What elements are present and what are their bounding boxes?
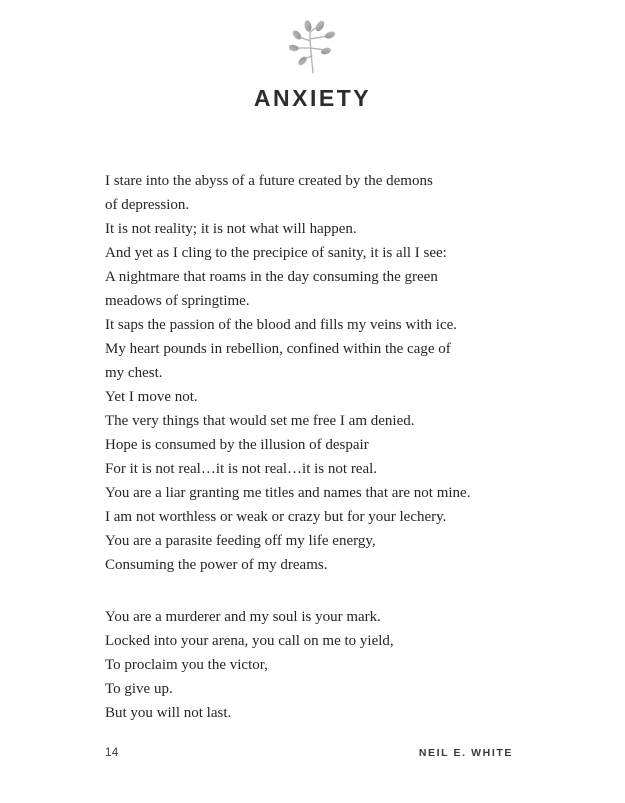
poem-line: To give up. xyxy=(105,681,173,697)
page-number: 14 xyxy=(105,747,119,759)
poem-line: A nightmare that roams in the day consuming the green xyxy=(105,269,438,285)
chapter-header xyxy=(0,18,625,79)
poem-line: I am not worthless or weak or crazy but for your lechery. xyxy=(105,509,447,525)
stanza xyxy=(105,169,525,577)
poem xyxy=(105,169,525,725)
poem-line: Consuming the power of my dreams. xyxy=(105,557,328,573)
poem-line: You are a parasite feeding off my life energy, xyxy=(105,533,376,549)
poem-line: of depression. xyxy=(105,197,190,213)
poem-line: meadows of springtime. xyxy=(105,293,250,309)
poem-line: You are a murderer and my soul is your mark. xyxy=(105,609,381,625)
poem-line: It is not reality; it is not what will happen. xyxy=(105,221,357,237)
poem-line: It saps the passion of the blood and fills my veins with ice. xyxy=(105,317,458,333)
poem-line: The very things that would set me free I am denied. xyxy=(105,413,415,429)
chapter-title: ANXIETY xyxy=(253,85,372,111)
poem-line: Yet I move not. xyxy=(105,389,198,405)
author-name: NEIL E. WHITE xyxy=(418,747,513,759)
poem-line: You are a liar granting me titles and names that are not mine. xyxy=(105,485,471,501)
stanza xyxy=(105,605,525,725)
page-footer xyxy=(105,747,513,759)
poem-line: And yet as I cling to the precipice of sanity, it is all I see: xyxy=(105,245,447,261)
poem-line: To proclaim you the victor, xyxy=(105,657,268,673)
poem-line: But you will not last. xyxy=(105,705,232,721)
poem-line: Hope is consumed by the illusion of despair xyxy=(105,437,369,453)
poem-line: For it is not real…it is not real…it is not real. xyxy=(105,461,378,477)
poem-line: Locked into your arena, you call on me to yield, xyxy=(105,633,394,649)
poem-line: My heart pounds in rebellion, confined within the cage of xyxy=(105,341,451,357)
poem-line: I stare into the abyss of a future created by the demons xyxy=(105,173,433,189)
leaf-sprig-icon xyxy=(289,18,337,74)
poem-line: my chest. xyxy=(105,365,163,381)
